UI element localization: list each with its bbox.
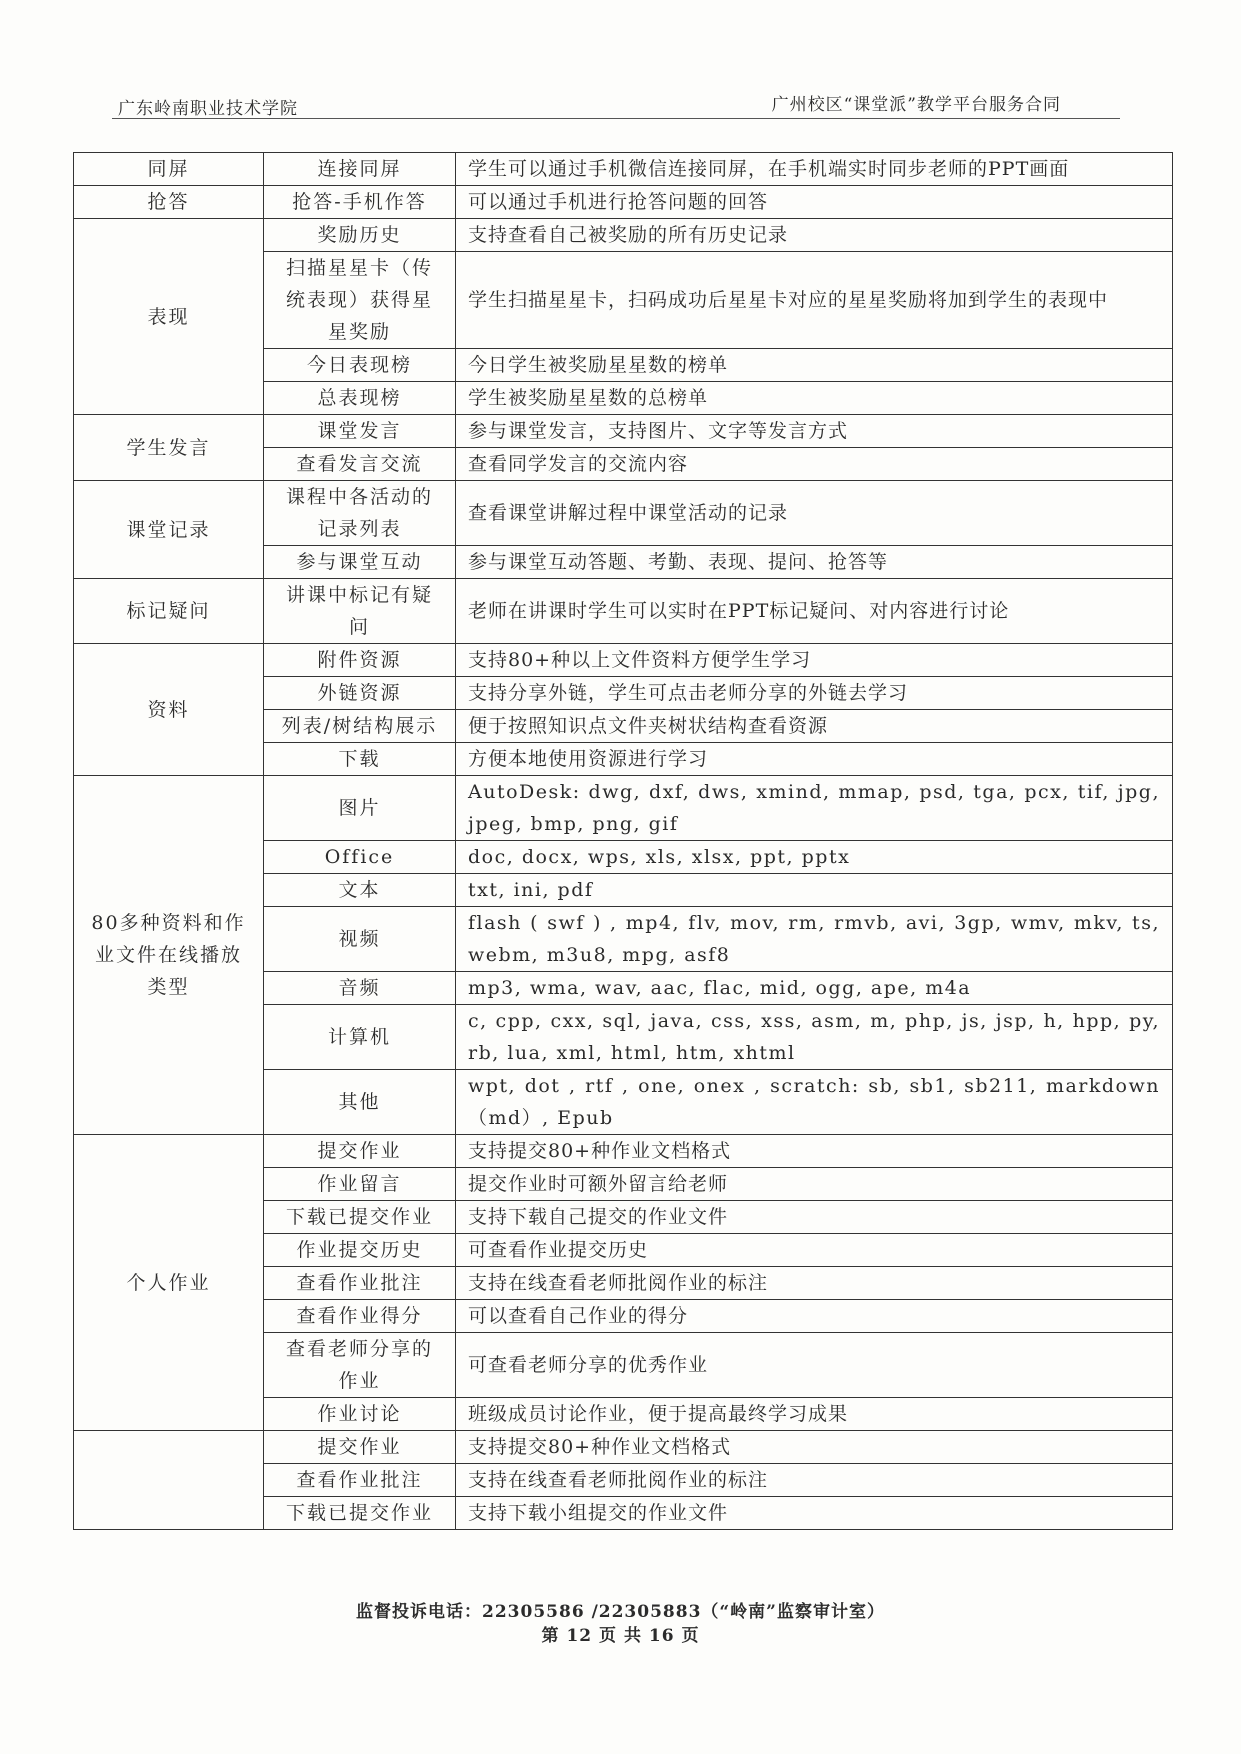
feature-cell: Office [264,841,456,874]
feature-cell: 课堂发言 [264,415,456,448]
description-cell: mp3, wma, wav, aac, flac, mid, ogg, ape, m4a [456,972,1173,1005]
description-cell: 可以通过手机进行抢答问题的回答 [456,186,1173,219]
feature-cell: 图片 [264,776,456,841]
table-row [74,1431,1173,1464]
description-cell: 学生扫描星星卡，扫码成功后星星卡对应的星星奖励将加到学生的表现中 [456,252,1173,349]
feature-cell: 查看老师分享的作业 [264,1333,456,1398]
feature-cell: 今日表现榜 [264,349,456,382]
table-row [74,186,1173,219]
description-cell: 学生被奖励星星数的总榜单 [456,382,1173,415]
description-cell: 支持提交80+种作业文档格式 [456,1431,1173,1464]
table-row [74,776,1173,841]
description-cell: 查看课堂讲解过程中课堂活动的记录 [456,481,1173,546]
feature-cell: 连接同屏 [264,153,456,186]
header-contract-title: 广州校区“课堂派”教学平台服务合同 [771,95,1061,115]
feature-cell: 提交作业 [264,1431,456,1464]
description-cell: 支持在线查看老师批阅作业的标注 [456,1267,1173,1300]
table-row [74,219,1173,252]
category-cell: 学生发言 [74,415,264,481]
description-cell: 参与课堂互动答题、考勤、表现、提问、抢答等 [456,546,1173,579]
footer-page-number: 第 12 页 共 16 页 [541,1626,700,1646]
table-row [74,1135,1173,1168]
description-cell: wpt, dot , rtf , one, onex , scratch: sb, sb1, sb211, markdown （md）, Epub [456,1070,1173,1135]
feature-cell: 文本 [264,874,456,907]
feature-cell: 下载 [264,743,456,776]
feature-cell: 下载已提交作业 [264,1201,456,1234]
feature-cell: 讲课中标记有疑问 [264,579,456,644]
feature-cell: 作业讨论 [264,1398,456,1431]
category-cell: 课堂记录 [74,481,264,579]
description-cell: 支持在线查看老师批阅作业的标注 [456,1464,1173,1497]
footer-contact: 监督投诉电话：22305586 /22305883（“岭南”监察审计室） [356,1602,885,1622]
feature-cell: 查看作业得分 [264,1300,456,1333]
description-cell: AutoDesk: dwg, dxf, dws, xmind, mmap, psd, tga, pcx, tif, jpg, jpeg, bmp, png, gif [456,776,1173,841]
description-cell: c, cpp, cxx, sql, java, css, xss, asm, m, php, js, jsp, h, hpp, py, rb, lua, xml, html, htm, xhtml [456,1005,1173,1070]
description-cell: 可以查看自己作业的得分 [456,1300,1173,1333]
header-school-name: 广东岭南职业技术学院 [118,99,298,119]
feature-cell: 视频 [264,907,456,972]
category-cell: 同屏 [74,153,264,186]
category-cell: 资料 [74,644,264,776]
feature-cell: 课程中各活动的记录列表 [264,481,456,546]
description-cell: 支持下载小组提交的作业文件 [456,1497,1173,1530]
description-cell: 查看同学发言的交流内容 [456,448,1173,481]
feature-cell: 列表/树结构展示 [264,710,456,743]
description-cell: 支持下载自己提交的作业文件 [456,1201,1173,1234]
header-rule [112,118,1120,119]
category-cell: 个人作业 [74,1135,264,1431]
description-cell: 学生可以通过手机微信连接同屏，在手机端实时同步老师的PPT画面 [456,153,1173,186]
description-cell: 可查看作业提交历史 [456,1234,1173,1267]
feature-cell: 下载已提交作业 [264,1497,456,1530]
feature-cell: 音频 [264,972,456,1005]
feature-cell: 附件资源 [264,644,456,677]
category-cell: 抢答 [74,186,264,219]
feature-cell: 查看作业批注 [264,1464,456,1497]
description-cell: 参与课堂发言，支持图片、文字等发言方式 [456,415,1173,448]
feature-cell: 作业提交历史 [264,1234,456,1267]
table-row [74,415,1173,448]
feature-cell: 作业留言 [264,1168,456,1201]
feature-cell: 外链资源 [264,677,456,710]
description-cell: txt, ini, pdf [456,874,1173,907]
table-row [74,579,1173,644]
table-row [74,481,1173,546]
category-cell: 80多种资料和作业文件在线播放类型 [74,776,264,1135]
feature-cell: 奖励历史 [264,219,456,252]
feature-cell: 查看发言交流 [264,448,456,481]
description-cell: 提交作业时可额外留言给老师 [456,1168,1173,1201]
table-row [74,153,1173,186]
description-cell: 支持分享外链，学生可点击老师分享的外链去学习 [456,677,1173,710]
description-cell: 支持查看自己被奖励的所有历史记录 [456,219,1173,252]
feature-cell: 计算机 [264,1005,456,1070]
feature-table [73,152,1173,1530]
feature-cell: 抢答-手机作答 [264,186,456,219]
feature-cell: 扫描星星卡（传统表现）获得星星奖励 [264,252,456,349]
description-cell: 可查看老师分享的优秀作业 [456,1333,1173,1398]
description-cell: 班级成员讨论作业，便于提高最终学习成果 [456,1398,1173,1431]
feature-cell: 其他 [264,1070,456,1135]
feature-cell: 查看作业批注 [264,1267,456,1300]
description-cell: doc, docx, wps, xls, xlsx, ppt, pptx [456,841,1173,874]
description-cell: flash ( swf ) , mp4, flv, mov, rm, rmvb, avi, 3gp, wmv, mkv, ts, webm, m3u8, mpg, asf8 [456,907,1173,972]
description-cell: 便于按照知识点文件夹树状结构查看资源 [456,710,1173,743]
feature-cell: 总表现榜 [264,382,456,415]
description-cell: 方便本地使用资源进行学习 [456,743,1173,776]
description-cell: 支持80+种以上文件资料方便学生学习 [456,644,1173,677]
category-cell: 表现 [74,219,264,415]
description-cell: 今日学生被奖励星星数的榜单 [456,349,1173,382]
table-row [74,644,1173,677]
feature-cell: 参与课堂互动 [264,546,456,579]
category-cell [74,1431,264,1530]
description-cell: 支持提交80+种作业文档格式 [456,1135,1173,1168]
description-cell: 老师在讲课时学生可以实时在PPT标记疑问、对内容进行讨论 [456,579,1173,644]
category-cell: 标记疑问 [74,579,264,644]
feature-cell: 提交作业 [264,1135,456,1168]
